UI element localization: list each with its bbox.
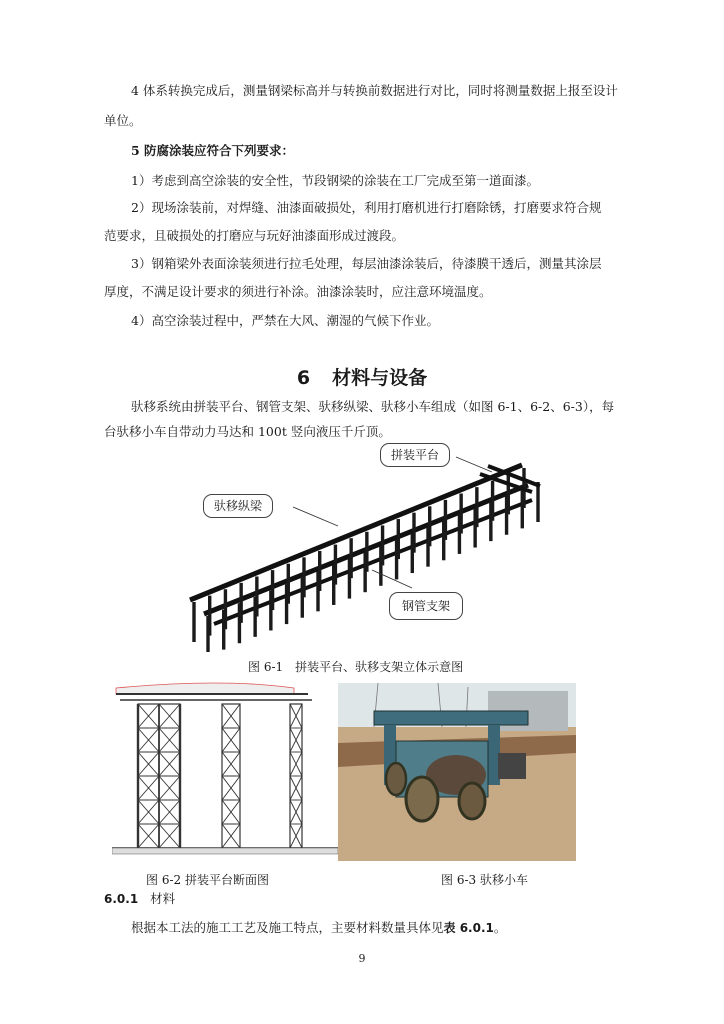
- figure-6-2-caption: 图 6-2 拼装平台断面图: [146, 873, 269, 887]
- item-1: 1）考虑到高空涂装的安全性，节段钢梁的涂装在工厂完成至第一道面漆。: [131, 173, 539, 188]
- figure-6-1-caption: 图 6-1 拼装平台、驮移支架立体示意图: [248, 660, 464, 674]
- subsection-number: 6.0.1: [104, 892, 139, 906]
- paragraph-5-title: 5 防腐涂装应符合下列要求：: [131, 143, 295, 158]
- item-4: 4）高空涂装过程中，严禁在大风、潮湿的气候下作业。: [131, 313, 439, 328]
- intro-line-2: 台驮移小车自带动力马达和 100t 竖向液压千斤顶。: [104, 424, 391, 439]
- callout-leader-lines: [0, 440, 724, 690]
- paragraph-4-line-2: 单位。: [104, 113, 142, 128]
- figure-6-3-photo: [338, 683, 576, 861]
- item-3-line-1: 3）钢箱梁外表面涂装须进行拉毛处理，每层油漆涂装后，待漆膜干透后，测量其涂层: [131, 256, 602, 271]
- item-2-line-2: 范要求，且破损处的打磨应与玩好油漆面形成过渡段。: [104, 228, 405, 243]
- materials-text: [131, 920, 506, 936]
- item-2-line-1: 2）现场涂装前，对焊缝、油漆面破损处，利用打磨机进行打磨除锈，打磨要求符合规: [131, 200, 602, 215]
- figure-6-2-drawing: [112, 680, 338, 860]
- figure-6-3-caption: 图 6-3 驮移小车: [441, 873, 528, 887]
- intro-line-1: 驮移系统由拼装平台、钢管支架、驮移纵梁、驮移小车组成（如图 6-1、6-2、6-3），每: [131, 399, 615, 414]
- callout-steel-support: 钢管支架: [389, 592, 463, 620]
- section-heading: [0, 363, 724, 390]
- subsection-heading: [104, 891, 175, 907]
- materials-text-body: 根据本工法的施工工艺及施工特点，主要材料数量具体见: [131, 920, 444, 935]
- section-title: 材料与设备: [332, 367, 428, 389]
- item-3-line-2: 厚度，不满足设计要求的须进行补涂。油漆涂装时，应注意环境温度。: [104, 284, 492, 299]
- callout-assembly-platform: 拼装平台: [380, 443, 450, 467]
- subsection-title: 材料: [150, 891, 176, 906]
- table-reference: 表 6.0.1: [443, 921, 494, 935]
- page-number: 9: [358, 952, 366, 965]
- section-number: 6: [296, 367, 311, 389]
- callout-moving-beam: 驮移纵梁: [203, 494, 273, 518]
- paragraph-4-line-1: 4 体系转换完成后，测量钢梁标高并与转换前数据进行对比，同时将测量数据上报至设计: [131, 83, 618, 98]
- materials-text-end: 。: [493, 920, 507, 935]
